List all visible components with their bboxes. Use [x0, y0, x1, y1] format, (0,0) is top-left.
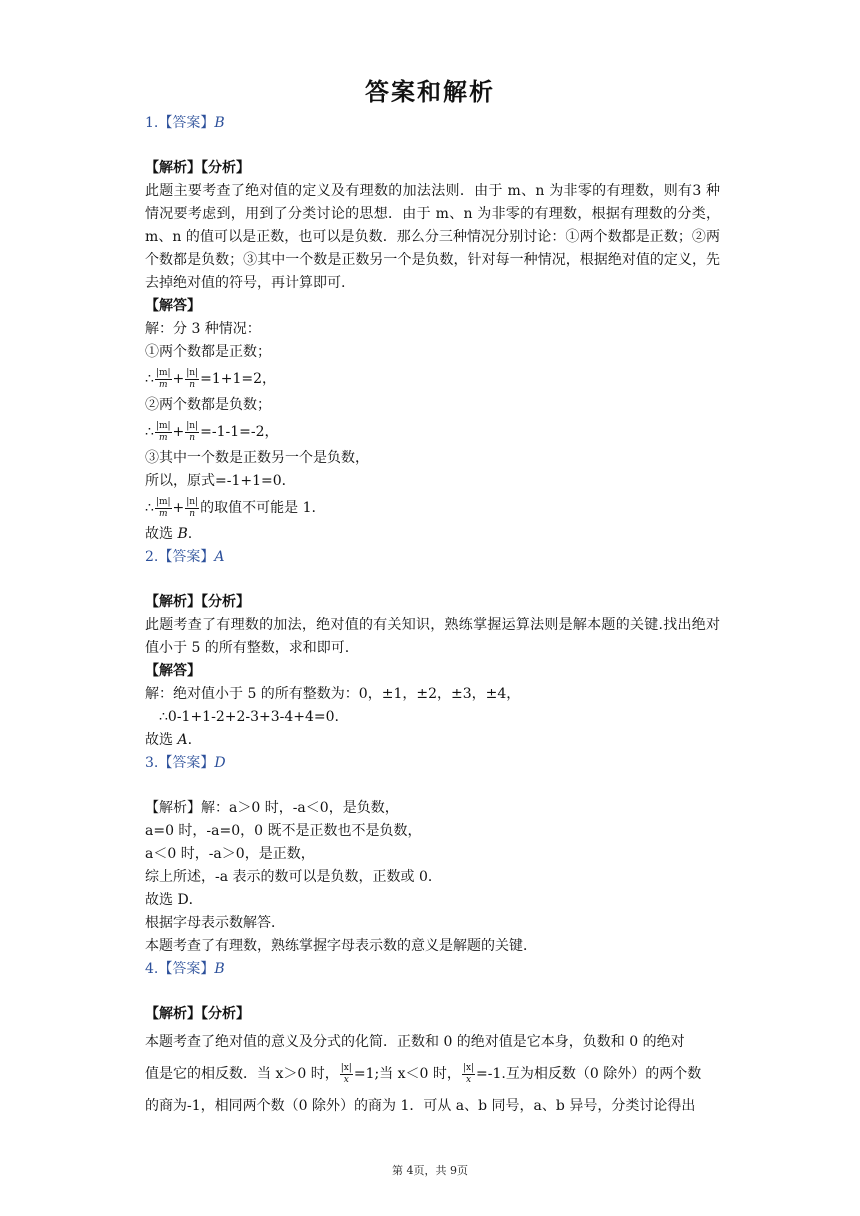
- plus-sign: +: [172, 424, 185, 440]
- frac-denominator: n: [189, 432, 196, 443]
- formula-result: =1+1=2，: [200, 371, 277, 387]
- q2-analysis-header: 【解析】【分析】: [145, 594, 250, 610]
- q1-solve-header: 【解答】: [145, 298, 201, 314]
- q1-line-4: ③其中一个数是正数另一个是负数，: [145, 450, 369, 466]
- conclusion-end: .: [187, 732, 193, 748]
- page-content: [145, 112, 720, 1122]
- fraction: [185, 421, 199, 444]
- frac-numerator: |x|: [462, 1062, 475, 1073]
- conclusion-text: 故选: [145, 526, 178, 542]
- frac-numerator: |n|: [186, 420, 199, 431]
- conclusion-text: 故选: [145, 732, 178, 748]
- q1-answer: [145, 112, 720, 135]
- frac-denominator: x: [343, 1074, 349, 1085]
- fraction: [340, 1063, 353, 1086]
- q1-formula-2: [145, 417, 720, 447]
- text-part: 值是它的相反数．当 x＞0 时，: [145, 1066, 339, 1082]
- therefore-symbol: ∴: [145, 424, 154, 440]
- page-title: 答案和解析: [365, 78, 495, 106]
- frac-denominator: m: [158, 508, 168, 519]
- q1-line-1: 解：分 3 种情况：: [145, 321, 261, 337]
- frac-denominator: n: [189, 379, 196, 390]
- q3-answer-letter: D: [214, 755, 226, 771]
- frac-denominator: n: [189, 508, 196, 519]
- fraction: [462, 1063, 475, 1086]
- q1-analysis-header: 【解析】【分析】: [145, 160, 250, 176]
- q2-conclusion: [145, 729, 720, 752]
- text-part: =-1.互为相反数（0 除外）的两个数: [476, 1066, 702, 1082]
- q3-line-7: 本题考查了有理数，熟练掌握字母表示数的意义是解题的关键．: [145, 938, 537, 954]
- q3-line-2: a=0 时，-a=0，0 既不是正数也不是负数，: [145, 823, 422, 839]
- frac-numerator: |n|: [186, 496, 199, 507]
- q1-analysis: 此题主要考查了绝对值的定义及有理数的加法法则．由于 m、n 为非零的有理数，则有3 种情况要考虑到，用到了分类讨论的思想．由于 m、n 为非零的有理数，根据有理数的分类，m、n 的值可以是正数，也可以是负数．那么分三种情况分别讨论：①两个数都是正数；②两个数都是负数；③其中一个数是正数另一个是负数，针对每一种情况，根据绝对值的定义，先去掉绝对值的符号，再计算即可.: [145, 183, 720, 291]
- text-part: =1;当 x＜0 时，: [353, 1066, 461, 1082]
- frac-numerator: |m|: [155, 420, 171, 431]
- q2-line-2: ∴0-1+1-2+2-3+3-4+4=0.: [159, 709, 340, 725]
- plus-sign: +: [172, 371, 185, 387]
- frac-numerator: |n|: [186, 367, 199, 378]
- q4-line-2: [145, 1058, 720, 1090]
- therefore-symbol: ∴: [145, 371, 154, 387]
- frac-denominator: m: [158, 379, 168, 390]
- frac-denominator: m: [158, 432, 168, 443]
- page-footer: 第 4页，共 9页: [392, 1164, 468, 1177]
- q3-answer-label: 3.【答案】: [145, 755, 215, 771]
- q3-answer: [145, 752, 720, 775]
- q4-line-1: 本题考查了绝对值的意义及分式的化简．正数和 0 的绝对值是它本身，负数和 0 的绝对: [145, 1034, 685, 1050]
- plus-sign: +: [172, 500, 185, 516]
- q1-line-2: ①两个数都是正数；: [145, 344, 271, 360]
- fraction: [185, 497, 199, 520]
- q2-analysis: 此题考查了有理数的加法，绝对值的有关知识，熟练掌握运算法则是解本题的关键.找出绝对值小于 5 的所有整数，求和即可.: [145, 617, 720, 656]
- q3-line-5: 故选 D．: [145, 892, 203, 908]
- q3-line-6: 根据字母表示数解答．: [145, 915, 285, 931]
- conclusion-letter: A: [177, 732, 188, 748]
- q4-analysis-header: 【解析】【分析】: [145, 1006, 250, 1022]
- q4-line-3: 的商为-1，相同两个数（0 除外）的商为 1．可从 a、b 同号，a、b 异号，分类讨论得出: [145, 1098, 696, 1114]
- fraction: [155, 368, 172, 391]
- fraction: [185, 368, 199, 391]
- therefore-symbol: ∴: [145, 500, 154, 516]
- fraction: [155, 497, 172, 520]
- frac-numerator: |m|: [155, 367, 171, 378]
- q1-line-3: ②两个数都是负数；: [145, 397, 271, 413]
- q3-line-3: a＜0 时，-a＞0，是正数，: [145, 846, 315, 862]
- q4-answer-label: 4.【答案】: [145, 961, 215, 977]
- fraction: [155, 421, 172, 444]
- conclusion-letter: B: [177, 526, 188, 542]
- frac-numerator: |x|: [340, 1062, 352, 1073]
- q3-line-1: 【解析】解：a＞0 时，-a＜0，是负数，: [145, 800, 399, 816]
- q1-conclusion: [145, 523, 720, 546]
- formula-result: =-1-1=-2，: [200, 424, 279, 440]
- q1-answer-letter: B: [214, 115, 225, 131]
- q2-answer-letter: A: [214, 549, 225, 565]
- q3-line-4: 综上所述，-a 表示的数可以是负数，正数或 0．: [145, 869, 442, 885]
- frac-numerator: |m|: [155, 496, 171, 507]
- q1-line-5: 所以，原式=-1+1=0．: [145, 473, 296, 489]
- q2-solve-header: 【解答】: [145, 663, 201, 679]
- q4-answer-letter: B: [214, 961, 225, 977]
- q2-line-1: 解：绝对值小于 5 的所有整数为：0，±1，±2，±3，±4，: [145, 686, 521, 702]
- q1-formula-3: [145, 493, 720, 523]
- formula-result: 的取值不可能是 1.: [200, 500, 316, 516]
- q4-answer: [145, 958, 720, 981]
- q1-formula-1: [145, 364, 720, 394]
- frac-denominator: x: [465, 1074, 472, 1085]
- q2-answer: [145, 546, 720, 569]
- conclusion-end: .: [187, 526, 193, 542]
- q1-answer-label: 1.【答案】: [145, 115, 215, 131]
- q2-answer-label: 2.【答案】: [145, 549, 215, 565]
